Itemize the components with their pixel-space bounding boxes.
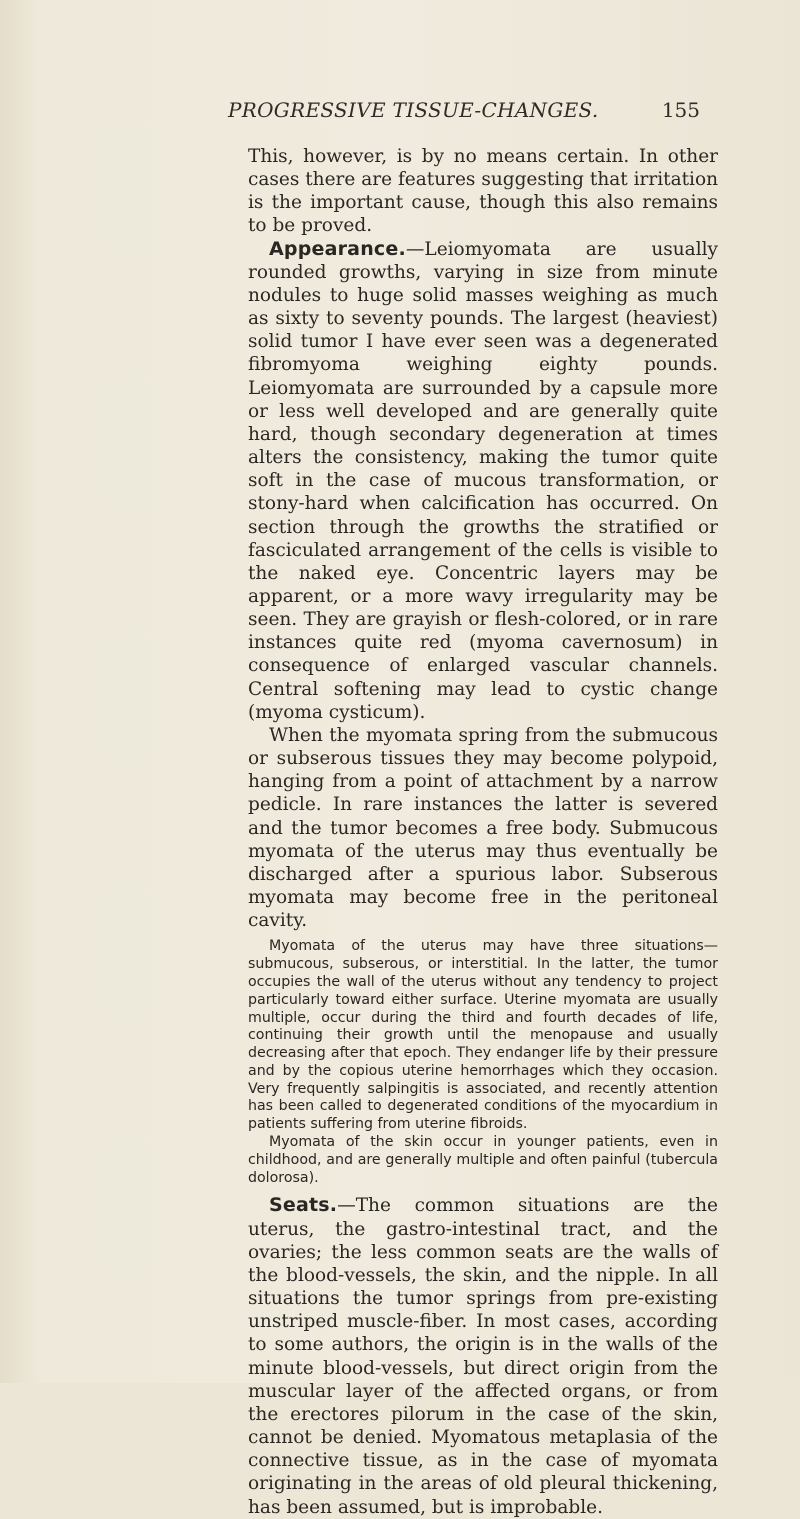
small-paragraph-skin: Myomata of the skin occur in younger patients, even in childhood, and are generally multiple and often painful (tubercula dolorosa).	[248, 1134, 718, 1186]
page-body	[248, 145, 718, 1519]
seats-heading: Seats.	[269, 1194, 338, 1217]
appearance-heading: Appearance.	[269, 237, 406, 260]
paragraph-seats	[248, 1194, 718, 1518]
page-header	[170, 98, 700, 128]
paragraph-appearance	[248, 238, 718, 724]
appearance-text: —Leiomyomata are usually rounded growths, varying in size from minute nodules to huge solid masses weighing as much as sixty to seventy pounds. The largest (heaviest) solid tumor I have ever seen was a degenerated fibromyoma weighing eighty pounds. Leiomyomata are surrounded by a capsule more or less well developed and are generally quite hard, though secondary degeneration at times alters the consistency, making the tumor quite soft in the case of mucous transformation, or stony-hard when calcification has occurred. On section through the growths the stratified or fasciculated arrangement of the cells is visible to the naked eye. Concentric layers may be apparent, or a more wavy irregularity may be seen. They are grayish or flesh-colored, or in rare instances quite red (myoma cavernosum) in consequence of enlarged vascular channels. Central softening may lead to cystic change (myoma cysticum).	[248, 238, 718, 723]
seats-text: —The common situations are the uterus, the gastro-intestinal tract, and the ovaries; the less common seats are the walls of the blood-vessels, the skin, and the nipple. In all situations the tumor springs from pre-existing unstriped muscle-fiber. In most cases, according to some authors, the origin is in the walls of the minute blood-vessels, but direct origin from the muscular layer of the affected organs, or from the erectores pilorum in the case of the skin, cannot be denied. Myomatous metaplasia of the connective tissue, as in the case of myomata originating in the areas of old pleural thickening, has been assumed, but is improbable.	[248, 1195, 718, 1518]
page-number: 155	[661, 98, 700, 122]
small-paragraph-uterine: Myomata of the uterus may have three situations—submucous, subserous, or interstitial. In the latter, the tumor occupies the wall of the uterus without any tendency to project particularly toward either surface. Uterine myomata are usually multiple, occur during the third and fourth decades of life, continuing their growth until the menopause and usually decreasing after that epoch. They endanger life by their pressure and by the copious uterine hemorrhages which they occasion. Very frequently salpingitis is associated, and recently attention has been called to degenerated conditions of the myocardium in patients suffering from uterine fibroids.	[248, 938, 718, 1133]
paragraph-intro: This, however, is by no means certain. In other cases there are features suggesting that irritation is the important cause, though this also remains to be proved.	[248, 146, 718, 237]
paragraph-polypoid: When the myomata spring from the submucous or subserous tissues they may become polypoid, hanging from a point of attachment by a narrow pedicle. In rare instances the latter is severed and the tumor becomes a free body. Submucous myomata of the uterus may thus eventually be discharged after a spurious labor. Subserous myomata may become free in the peritoneal cavity.	[248, 724, 718, 932]
running-title: PROGRESSIVE TISSUE-CHANGES.	[228, 98, 599, 122]
